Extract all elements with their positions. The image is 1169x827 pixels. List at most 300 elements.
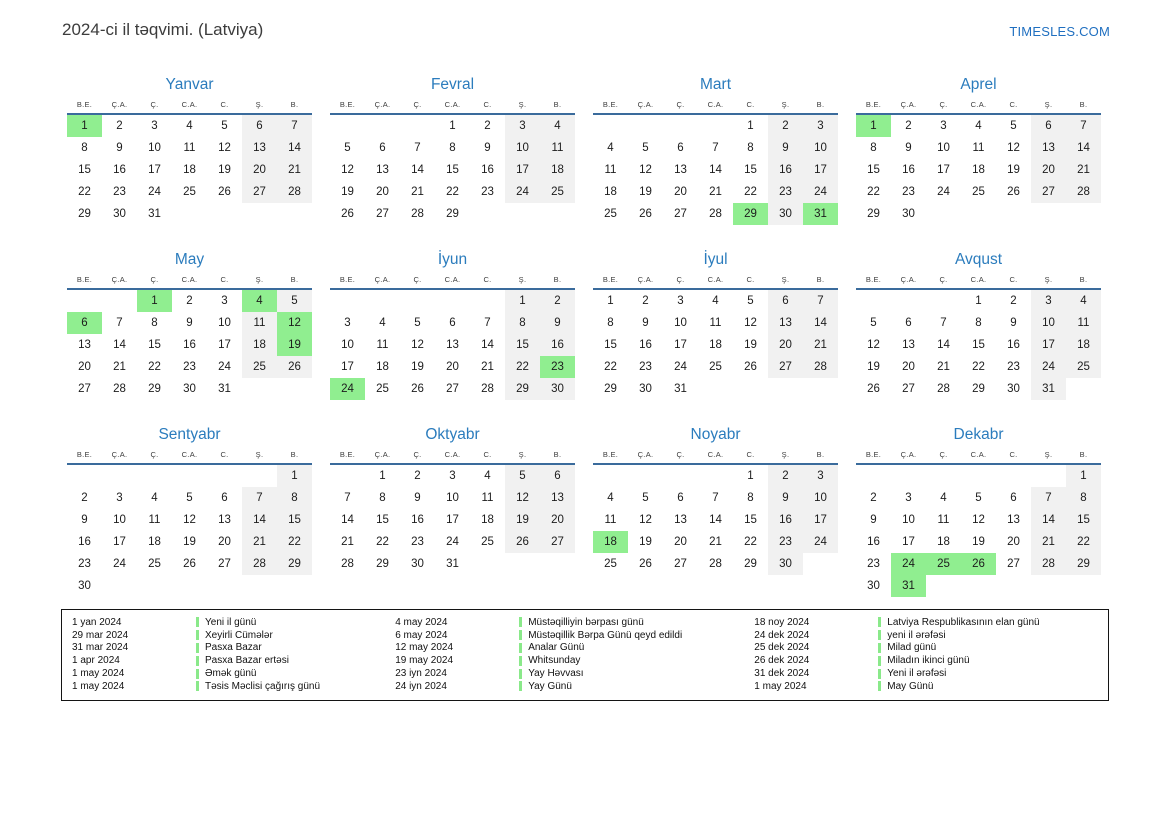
day-cell: 3 xyxy=(803,465,838,487)
day-cell: 9 xyxy=(642,317,649,329)
legend-entry xyxy=(72,667,395,680)
day-cell: 31 xyxy=(674,383,687,395)
day-cell xyxy=(505,203,540,225)
day-cell: 4 xyxy=(540,115,575,137)
day-cell: 22 xyxy=(376,536,389,548)
day-cell: 8 xyxy=(449,142,456,154)
day-cell: 6 xyxy=(67,312,102,334)
day-header-label: C.A. xyxy=(707,450,724,459)
day-header-label: Ç. xyxy=(676,450,685,459)
week-row xyxy=(856,137,1101,159)
day-cell: 18 xyxy=(604,186,617,198)
month-title: Mart xyxy=(700,76,731,93)
day-cell: 4 xyxy=(607,142,614,154)
day-cell: 15 xyxy=(505,334,540,356)
legend-entry xyxy=(395,629,754,642)
day-cell: 28 xyxy=(242,553,277,575)
day-cell xyxy=(242,575,277,597)
day-cell: 7 xyxy=(712,492,719,504)
day-cell: 22 xyxy=(148,361,161,373)
month-7 xyxy=(593,250,838,400)
day-cell: 3 xyxy=(803,115,838,137)
day-cell: 12 xyxy=(341,164,354,176)
legend-holiday-name xyxy=(878,630,1098,641)
day-cell: 25 xyxy=(376,383,389,395)
month-5 xyxy=(67,250,312,400)
day-header-label: B.E. xyxy=(339,450,356,459)
day-cell: 20 xyxy=(674,186,687,198)
day-header-label: Ç. xyxy=(939,450,948,459)
day-cell xyxy=(242,378,277,400)
legend-holiday-text: Milad günü xyxy=(887,642,937,654)
legend-holiday-text: Təsis Məclisi çağırış günü xyxy=(205,680,321,692)
legend-holiday-name xyxy=(196,668,395,679)
day-header-label: Ç.A. xyxy=(637,100,654,109)
day-header-label: C.A. xyxy=(181,450,198,459)
day-cell: 16 xyxy=(902,164,915,176)
day-cell: 17 xyxy=(902,536,915,548)
day-cell: 22 xyxy=(744,186,757,198)
day-header-label: C.A. xyxy=(444,450,461,459)
day-cell: 24 xyxy=(446,536,459,548)
day-cell: 7 xyxy=(414,142,421,154)
day-cell: 9 xyxy=(768,137,803,159)
week-row xyxy=(593,378,838,400)
day-cell: 9 xyxy=(414,492,421,504)
day-cell: 17 xyxy=(341,361,354,373)
day-cell: 13 xyxy=(1007,514,1020,526)
legend-holiday-text: Yeni il ərəfəsi xyxy=(887,668,947,680)
week-row xyxy=(593,487,838,509)
day-cell: 22 xyxy=(1066,531,1101,553)
day-cell: 14 xyxy=(481,339,494,351)
day-cell: 16 xyxy=(183,339,196,351)
day-cell xyxy=(663,115,698,137)
day-cell: 21 xyxy=(803,334,838,356)
day-cell: 10 xyxy=(218,317,231,329)
day-cell: 26 xyxy=(277,356,312,378)
day-cell xyxy=(698,115,733,137)
day-cell: 11 xyxy=(709,317,722,329)
day-cell: 29 xyxy=(867,208,880,220)
day-header-label: C. xyxy=(483,450,492,459)
day-cell: 12 xyxy=(218,142,231,154)
day-cell xyxy=(67,290,102,312)
day-cell: 23 xyxy=(768,531,803,553)
legend-holiday-text: Yeni il günü xyxy=(205,616,257,628)
week-row xyxy=(856,356,1101,378)
day-cell: 8 xyxy=(607,317,614,329)
day-cell: 4 xyxy=(1066,290,1101,312)
day-cell xyxy=(628,465,663,487)
day-header-label: B.E. xyxy=(865,450,882,459)
day-header-label: Ç.A. xyxy=(111,450,128,459)
month-title: Yanvar xyxy=(165,76,214,93)
day-cell: 30 xyxy=(540,378,575,400)
day-cell: 1 xyxy=(747,470,754,482)
day-cell: 7 xyxy=(277,115,312,137)
day-cell: 15 xyxy=(1066,509,1101,531)
day-cell: 11 xyxy=(604,164,617,176)
day-cell xyxy=(207,203,242,225)
day-cell: 15 xyxy=(867,164,880,176)
week-row xyxy=(593,137,838,159)
week-row xyxy=(856,312,1101,334)
day-cell: 14 xyxy=(709,164,722,176)
day-cell: 15 xyxy=(78,164,91,176)
day-cell xyxy=(365,290,400,312)
day-cell: 11 xyxy=(376,339,389,351)
day-cell: 17 xyxy=(674,339,687,351)
week-row xyxy=(330,465,575,487)
day-cell xyxy=(1066,378,1101,400)
week-row xyxy=(330,203,575,225)
day-cell: 6 xyxy=(1010,492,1017,504)
day-cell: 10 xyxy=(803,487,838,509)
legend-holiday-name xyxy=(519,642,754,653)
day-cell: 30 xyxy=(78,580,91,592)
week-row xyxy=(593,465,838,487)
page-title: 2024-ci il təqvimi. (Latviya) xyxy=(62,20,264,39)
legend-column-3 xyxy=(754,616,1098,693)
day-cell: 6 xyxy=(379,142,386,154)
day-cell: 18 xyxy=(183,164,196,176)
week-row xyxy=(593,159,838,181)
day-cell xyxy=(698,378,733,400)
day-cell: 13 xyxy=(446,339,459,351)
day-header-label: Ç.A. xyxy=(374,100,391,109)
day-cell: 28 xyxy=(113,383,126,395)
day-cell: 26 xyxy=(183,558,196,570)
day-cell: 19 xyxy=(867,361,880,373)
week-row xyxy=(330,115,575,137)
week-row xyxy=(330,487,575,509)
holiday-marker-icon xyxy=(519,630,522,640)
month-11 xyxy=(593,425,838,597)
week-row xyxy=(330,181,575,203)
legend-entry xyxy=(395,654,754,667)
month-title: Fevral xyxy=(430,76,475,93)
day-header-label: C. xyxy=(483,275,492,284)
day-cell: 31 xyxy=(1031,378,1066,400)
day-cell: 16 xyxy=(639,339,652,351)
day-cell: 7 xyxy=(1031,487,1066,509)
week-row xyxy=(330,159,575,181)
day-cell: 3 xyxy=(505,115,540,137)
day-cell: 2 xyxy=(642,295,649,307)
day-cell: 8 xyxy=(277,487,312,509)
day-header-row xyxy=(330,450,575,465)
day-cell: 7 xyxy=(803,290,838,312)
page-header xyxy=(0,0,1169,60)
day-cell: 10 xyxy=(113,514,126,526)
holiday-marker-icon xyxy=(878,669,881,679)
day-cell: 1 xyxy=(747,120,754,132)
day-header-label: C. xyxy=(1009,275,1018,284)
day-cell: 31 xyxy=(803,203,838,225)
day-cell xyxy=(698,465,733,487)
month-4 xyxy=(856,75,1101,225)
day-cell: 26 xyxy=(411,383,424,395)
day-cell: 4 xyxy=(712,295,719,307)
day-cell: 8 xyxy=(81,142,88,154)
day-cell xyxy=(330,290,365,312)
week-row xyxy=(67,334,312,356)
week-row xyxy=(856,509,1101,531)
day-cell: 22 xyxy=(277,531,312,553)
legend-entry xyxy=(754,642,1098,655)
day-cell: 23 xyxy=(481,186,494,198)
day-cell: 23 xyxy=(867,558,880,570)
day-cell: 2 xyxy=(905,120,912,132)
day-cell: 31 xyxy=(446,558,459,570)
day-cell: 3 xyxy=(1031,290,1066,312)
week-row xyxy=(67,509,312,531)
day-cell: 24 xyxy=(148,186,161,198)
week-row xyxy=(593,553,838,575)
day-header-label: C.A. xyxy=(707,275,724,284)
week-row xyxy=(67,137,312,159)
day-cell: 23 xyxy=(540,356,575,378)
holiday-marker-icon xyxy=(196,681,199,691)
holiday-marker-icon xyxy=(196,669,199,679)
day-cell: 2 xyxy=(1010,295,1017,307)
day-cell: 22 xyxy=(604,361,617,373)
day-cell: 9 xyxy=(484,142,491,154)
site-link[interactable]: TIMESLES.COM xyxy=(1009,24,1110,39)
day-cell xyxy=(137,465,172,487)
day-cell: 1 xyxy=(449,120,456,132)
legend-column-1 xyxy=(72,616,395,693)
day-cell: 8 xyxy=(1066,487,1101,509)
day-cell: 9 xyxy=(186,317,193,329)
legend-entry xyxy=(754,616,1098,629)
day-cell: 27 xyxy=(1007,558,1020,570)
day-header-label: C. xyxy=(1009,100,1018,109)
week-row xyxy=(856,487,1101,509)
day-cell: 11 xyxy=(183,142,196,154)
day-cell: 26 xyxy=(341,208,354,220)
day-cell: 10 xyxy=(674,317,687,329)
day-cell: 5 xyxy=(747,295,754,307)
day-header-row xyxy=(593,100,838,115)
day-cell: 27 xyxy=(674,558,687,570)
day-cell xyxy=(277,575,312,597)
day-cell: 20 xyxy=(540,509,575,531)
day-cell xyxy=(593,115,628,137)
day-cell: 11 xyxy=(481,492,494,504)
legend-holiday-text: Miladın ikinci günü xyxy=(887,655,970,667)
day-cell xyxy=(330,115,365,137)
day-cell: 28 xyxy=(411,208,424,220)
day-cell: 15 xyxy=(277,509,312,531)
legend-date: 4 may 2024 xyxy=(395,616,448,628)
day-cell: 30 xyxy=(411,558,424,570)
legend-date: 1 may 2024 xyxy=(754,680,807,692)
day-cell xyxy=(961,465,996,487)
day-header-label: Ç.A. xyxy=(111,275,128,284)
month-title: Noyabr xyxy=(690,426,741,443)
day-cell xyxy=(1031,575,1066,597)
week-row xyxy=(856,334,1101,356)
day-cell: 28 xyxy=(709,208,722,220)
day-header-label: B. xyxy=(290,450,299,459)
legend-entry xyxy=(754,680,1098,693)
day-cell: 22 xyxy=(78,186,91,198)
day-cell: 30 xyxy=(902,208,915,220)
day-cell: 10 xyxy=(803,137,838,159)
day-cell xyxy=(926,575,961,597)
day-header-label: B. xyxy=(816,100,825,109)
day-cell xyxy=(277,378,312,400)
legend-date: 29 mar 2024 xyxy=(72,629,129,641)
day-cell xyxy=(593,465,628,487)
day-cell: 19 xyxy=(183,536,196,548)
day-cell: 4 xyxy=(186,120,193,132)
day-header-label: Ç. xyxy=(150,275,159,284)
day-header-label: C. xyxy=(1009,450,1018,459)
day-cell xyxy=(803,378,838,400)
day-header-label: C.A. xyxy=(970,275,987,284)
day-cell: 6 xyxy=(1031,115,1066,137)
day-cell: 29 xyxy=(744,558,757,570)
day-cell: 28 xyxy=(341,558,354,570)
day-cell: 7 xyxy=(116,317,123,329)
day-cell: 25 xyxy=(604,208,617,220)
day-cell: 23 xyxy=(1007,361,1020,373)
day-cell: 25 xyxy=(183,186,196,198)
day-cell: 9 xyxy=(540,312,575,334)
legend-entry xyxy=(72,629,395,642)
day-header-label: Ç.A. xyxy=(637,275,654,284)
day-cell: 5 xyxy=(1010,120,1017,132)
month-1 xyxy=(67,75,312,225)
day-cell: 17 xyxy=(505,159,540,181)
legend-date: 1 apr 2024 xyxy=(72,655,120,667)
legend-holiday-name xyxy=(196,617,395,628)
day-cell: 15 xyxy=(744,164,757,176)
day-cell: 5 xyxy=(221,120,228,132)
day-cell: 16 xyxy=(867,536,880,548)
day-header-label: Ç.A. xyxy=(374,450,391,459)
day-cell: 17 xyxy=(803,159,838,181)
day-cell xyxy=(207,575,242,597)
day-cell: 21 xyxy=(481,361,494,373)
months-grid xyxy=(67,75,1107,597)
day-header-label: B. xyxy=(816,275,825,284)
day-cell: 6 xyxy=(449,317,456,329)
day-cell: 26 xyxy=(867,383,880,395)
day-header-label: B.E. xyxy=(339,100,356,109)
day-cell: 27 xyxy=(218,558,231,570)
day-cell xyxy=(961,575,996,597)
day-cell: 19 xyxy=(639,186,652,198)
day-cell: 17 xyxy=(148,164,161,176)
day-cell: 25 xyxy=(1066,356,1101,378)
day-cell xyxy=(470,290,505,312)
day-cell: 6 xyxy=(905,317,912,329)
day-cell: 12 xyxy=(411,339,424,351)
day-cell xyxy=(207,465,242,487)
day-cell xyxy=(172,203,207,225)
day-header-label: Ç.A. xyxy=(900,450,917,459)
legend-holiday-text: Whitsunday xyxy=(528,655,581,667)
day-header-label: C. xyxy=(746,450,755,459)
day-header-label: C. xyxy=(220,275,229,284)
day-cell: 20 xyxy=(1007,536,1020,548)
legend-entry xyxy=(395,642,754,655)
month-9 xyxy=(67,425,312,597)
legend-entry xyxy=(72,680,395,693)
holiday-marker-icon xyxy=(519,643,522,653)
day-header-label: B. xyxy=(553,450,562,459)
day-cell: 12 xyxy=(183,514,196,526)
legend-date: 24 iyn 2024 xyxy=(395,680,447,692)
day-cell: 3 xyxy=(940,120,947,132)
day-header-label: C. xyxy=(483,100,492,109)
day-cell: 20 xyxy=(242,159,277,181)
day-cell: 25 xyxy=(604,558,617,570)
day-header-label: Ç. xyxy=(939,275,948,284)
day-cell: 26 xyxy=(961,553,996,575)
day-cell: 26 xyxy=(505,531,540,553)
day-cell xyxy=(856,290,891,312)
day-cell: 19 xyxy=(411,361,424,373)
day-cell xyxy=(1031,203,1066,225)
week-row xyxy=(856,531,1101,553)
day-header-label: Ş. xyxy=(781,450,790,459)
day-cell xyxy=(400,290,435,312)
holiday-marker-icon xyxy=(878,681,881,691)
day-header-row xyxy=(856,450,1101,465)
month-title: Aprel xyxy=(960,76,997,93)
day-cell xyxy=(330,465,365,487)
day-header-label: B. xyxy=(290,275,299,284)
day-cell: 24 xyxy=(891,553,926,575)
day-header-label: Ş. xyxy=(518,275,527,284)
day-cell: 17 xyxy=(446,514,459,526)
day-cell: 29 xyxy=(78,208,91,220)
week-row xyxy=(67,553,312,575)
day-cell: 24 xyxy=(803,181,838,203)
legend-holiday-name xyxy=(878,668,1098,679)
day-cell: 12 xyxy=(867,339,880,351)
day-cell: 24 xyxy=(218,361,231,373)
day-cell: 20 xyxy=(218,536,231,548)
legend-date: 26 dek 2024 xyxy=(754,655,810,667)
legend-date: 31 mar 2024 xyxy=(72,642,129,654)
day-cell: 1 xyxy=(505,290,540,312)
day-cell: 19 xyxy=(218,164,231,176)
day-cell: 18 xyxy=(540,159,575,181)
day-header-label: Ç.A. xyxy=(637,450,654,459)
day-cell xyxy=(470,203,505,225)
day-cell: 24 xyxy=(937,186,950,198)
day-cell: 22 xyxy=(867,186,880,198)
week-row xyxy=(67,159,312,181)
week-row xyxy=(330,553,575,575)
day-cell: 11 xyxy=(540,137,575,159)
day-header-label: B. xyxy=(553,275,562,284)
day-cell: 28 xyxy=(803,356,838,378)
day-cell: 24 xyxy=(803,531,838,553)
day-cell xyxy=(102,290,137,312)
day-cell: 3 xyxy=(905,492,912,504)
day-cell: 11 xyxy=(242,312,277,334)
day-cell: 19 xyxy=(972,536,985,548)
day-cell: 6 xyxy=(677,492,684,504)
day-cell: 7 xyxy=(1066,115,1101,137)
